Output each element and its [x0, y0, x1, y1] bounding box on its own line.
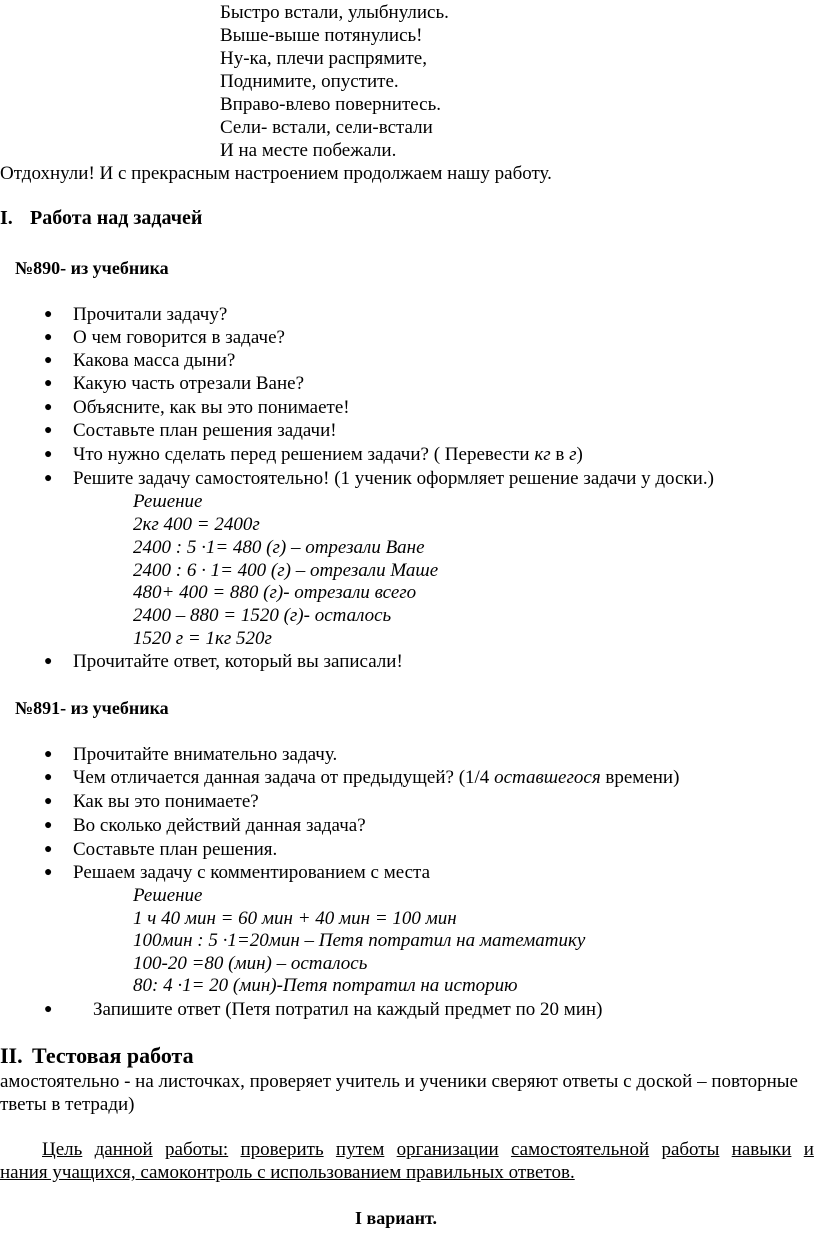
list-item — [73, 443, 583, 466]
poem-line: Выше-выше потянулись! — [220, 25, 423, 46]
task-title: №890- из учебника — [15, 258, 169, 278]
section-text: амостоятельно - на листочках, проверяет учитель и ученики сверяют ответы с доской – повторные — [0, 1071, 798, 1092]
solution-line: 2400 – 880 = 1520 (г)- осталось — [133, 605, 392, 626]
poem-line: Ну-ка, плечи распрямите, — [220, 48, 427, 69]
unit-g: г — [569, 444, 577, 465]
list-item: Прочитали задачу? — [73, 304, 228, 325]
section-number: I. — [0, 207, 13, 229]
solution-line: 1 ч 40 мин = 60 мин + 40 мин = 100 мин — [133, 908, 457, 929]
poem-line: Сели- встали, сели-встали — [220, 117, 433, 138]
goal-word: организации — [396, 1139, 499, 1160]
list-item: Прочитайте ответ, который вы записали! — [73, 651, 403, 672]
bullet-icon: ● — [44, 423, 53, 438]
list-item: Запишите ответ (Петя потратил на каждый предмет по 20 мин) — [93, 999, 603, 1020]
poem-line: Быстро встали, улыбнулись. — [220, 2, 449, 23]
bullet-icon: ● — [44, 376, 53, 391]
goal-word: Цель — [42, 1139, 83, 1160]
list-item: Какова масса дыни? — [73, 350, 236, 371]
bullet-icon: ● — [44, 330, 53, 345]
list-item: Во сколько действий данная задача? — [73, 815, 366, 836]
section-number: II. — [0, 1043, 23, 1068]
bullet-icon: ● — [44, 400, 53, 415]
section-title: Работа над задачей — [30, 207, 203, 229]
solution-line: 1520 г = 1кг 520г — [133, 628, 272, 649]
bullet-icon: ● — [44, 447, 53, 462]
bullet-icon: ● — [44, 842, 53, 857]
goal-word: и — [803, 1139, 814, 1160]
solution-line: 100мин : 5 ·1=20мин – Петя потратил на математику — [133, 930, 586, 951]
list-item-text: Чем отличается данная задача от предыдущей? (1/4 — [73, 767, 495, 788]
list-item-text: Что нужно сделать перед решением задачи? ( Перевести — [73, 444, 535, 465]
poem-line: Вправо-влево повернитесь. — [220, 94, 442, 115]
solution-heading: Решение — [133, 491, 203, 512]
list-item — [73, 766, 679, 789]
goal-word: проверить — [240, 1139, 324, 1160]
solution-heading: Решение — [133, 885, 203, 906]
poem-line: И на месте побежали. — [220, 140, 397, 161]
list-item: Составьте план решения задачи! — [73, 420, 337, 441]
poem-line: Поднимите, опустите. — [220, 71, 399, 92]
section-title: Тестовая работа — [32, 1043, 194, 1068]
goal-word: работы — [661, 1139, 720, 1160]
rest-line: Отдохнули! И с прекрасным настроением продолжаем нашу работу. — [0, 163, 552, 184]
section-text: тветы в тетради) — [0, 1094, 135, 1115]
bullet-icon: ● — [44, 353, 53, 368]
list-item-text: ) — [576, 444, 583, 465]
bullet-icon: ● — [44, 794, 53, 809]
bullet-icon: ● — [44, 307, 53, 322]
bullet-icon: ● — [44, 747, 53, 762]
list-item: Составьте план решения. — [73, 839, 278, 860]
bullet-icon: ● — [44, 654, 53, 669]
bullet-icon: ● — [44, 818, 53, 833]
solution-line: 100-20 =80 (мин) – осталось — [133, 953, 368, 974]
list-item-text: в — [550, 444, 570, 465]
list-item: Как вы это понимаете? — [73, 791, 259, 812]
goal-word: данной — [94, 1139, 153, 1160]
goal-word: путем — [335, 1139, 385, 1160]
bullet-icon: ● — [44, 865, 53, 880]
goal-word: работы: — [165, 1139, 229, 1160]
list-item-text: времени) — [600, 767, 680, 788]
solution-line: 480+ 400 = 880 (г)- отрезали всего — [133, 582, 417, 603]
list-item: Какую часть отрезали Ване? — [73, 373, 304, 394]
variant-heading: I вариант. — [355, 1208, 437, 1228]
solution-line: 2кг 400 = 2400г — [133, 514, 260, 535]
solution-line: 80: 4 ·1= 20 (мин)-Петя потратил на историю — [133, 975, 518, 996]
goal-line — [42, 1138, 814, 1161]
bullet-icon: ● — [44, 1002, 53, 1017]
list-item: Решите задачу самостоятельно! (1 ученик оформляет решение задачи у доски.) — [73, 468, 714, 489]
list-item: О чем говорится в задаче? — [73, 327, 285, 348]
goal-line: нания учащихся, самоконтроль с использованием правильных ответов. — [0, 1162, 575, 1183]
list-item: Прочитайте внимательно задачу. — [73, 744, 338, 765]
emphasis-text: оставшегося — [494, 767, 601, 788]
bullet-icon: ● — [44, 770, 53, 785]
goal-word: самостоятельной — [510, 1139, 650, 1160]
solution-line: 2400 : 5 ·1= 480 (г) – отрезали Ване — [133, 537, 425, 558]
bullet-icon: ● — [44, 471, 53, 486]
list-item: Объясните, как вы это понимаете! — [73, 397, 350, 418]
unit-kg: кг — [534, 444, 551, 465]
list-item: Решаем задачу с комментированием с места — [73, 862, 431, 883]
task-title: №891- из учебника — [15, 698, 169, 718]
goal-word: навыки — [731, 1139, 792, 1160]
solution-line: 2400 : 6 · 1= 400 (г) – отрезали Маше — [133, 560, 439, 581]
